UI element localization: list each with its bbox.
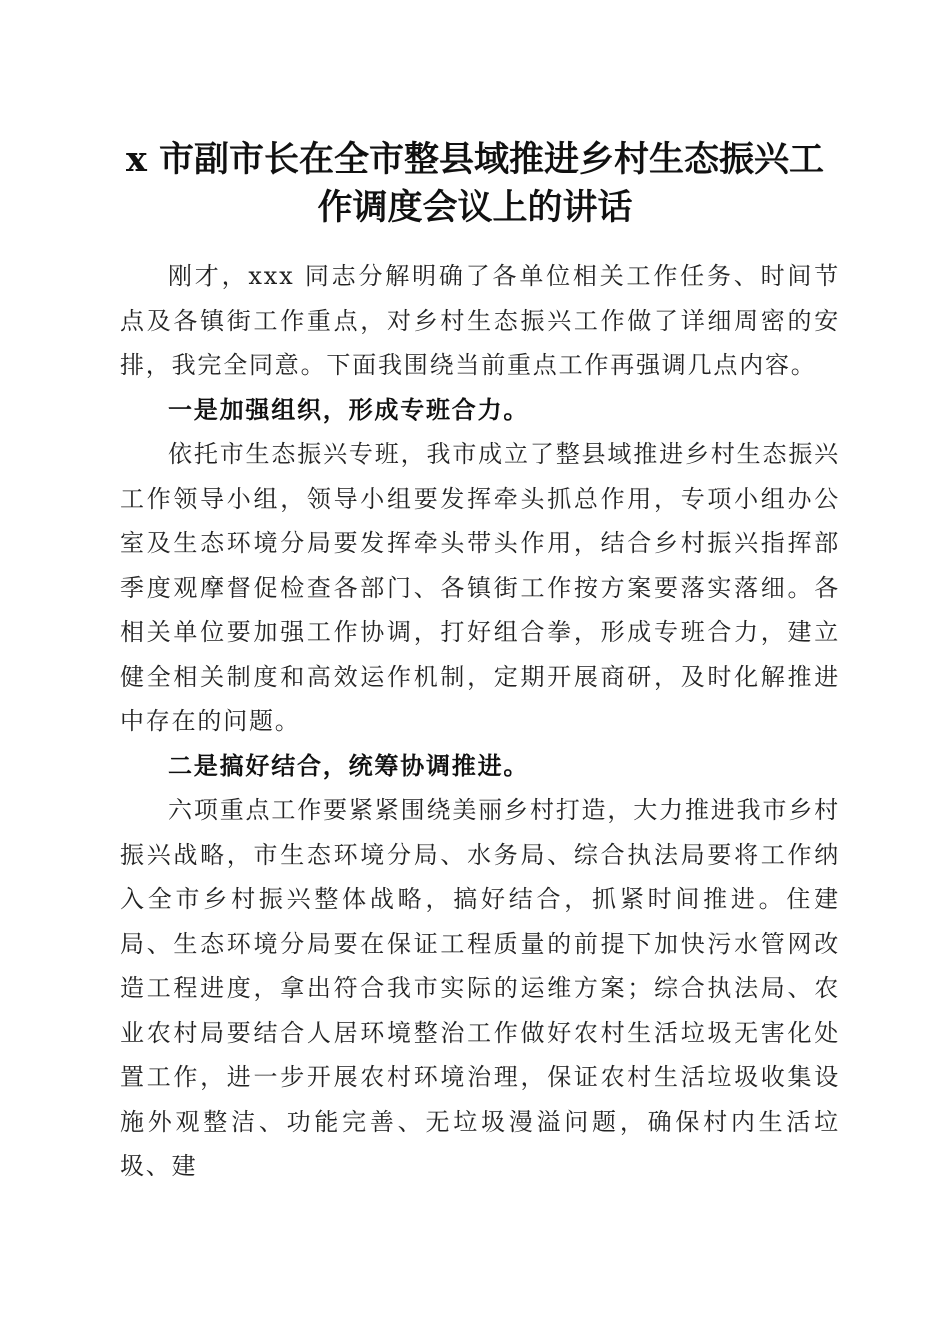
title-line-1: x 市副市长在全市整县域推进乡村生态振兴工 (125, 139, 825, 180)
document-body (120, 254, 840, 1189)
paragraph-intro: 刚才，xxx 同志分解明确了各单位相关工作任务、时间节点及各镇街工作重点，对乡村生态振兴工作做了详细周密的安排，我完全同意。下面我围绕当前重点工作再强调几点内容。 (120, 262, 840, 379)
paragraph-section-1: 依托市生态振兴专班，我市成立了整县域推进乡村生态振兴工作领导小组，领导小组要发挥牵头抓总作用，专项小组办公室及生态环境分局要发挥牵头带头作用，结合乡村振兴指挥部季度观摩督促检查各部门、各镇街工作按方案要落实落细。各相关单位要加强工作协调，打好组合拳，形成专班合力，建立健全相关制度和高效运作机制，定期开展商研，及时化解推进中存在的问题。 (120, 440, 840, 735)
paragraph-section-2: 六项重点工作要紧紧围绕美丽乡村打造，大力推进我市乡村振兴战略，市生态环境分局、水务局、综合执法局要将工作纳入全市乡村振兴整体战略，搞好结合，抓紧时间推进。住建局、生态环境分局要在保证工程质量的前提下加快污水管网改造工程进度，拿出符合我市实际的运维方案；综合执法局、农业农村局要结合人居环境整治工作做好农村生活垃圾无害化处置工作，进一步开展农村环境治理，保证农村生活垃圾收集设施外观整洁、功能完善、无垃圾漫溢问题，确保村内生活垃圾、建 (120, 796, 840, 1180)
page-title (110, 136, 840, 232)
section-heading-2: 二是搞好结合，统筹协调推进。 (168, 750, 530, 780)
section-heading-1: 一是加强组织，形成专班合力。 (168, 394, 530, 424)
title-line-2: 作调度会议上的讲话 (317, 187, 633, 228)
